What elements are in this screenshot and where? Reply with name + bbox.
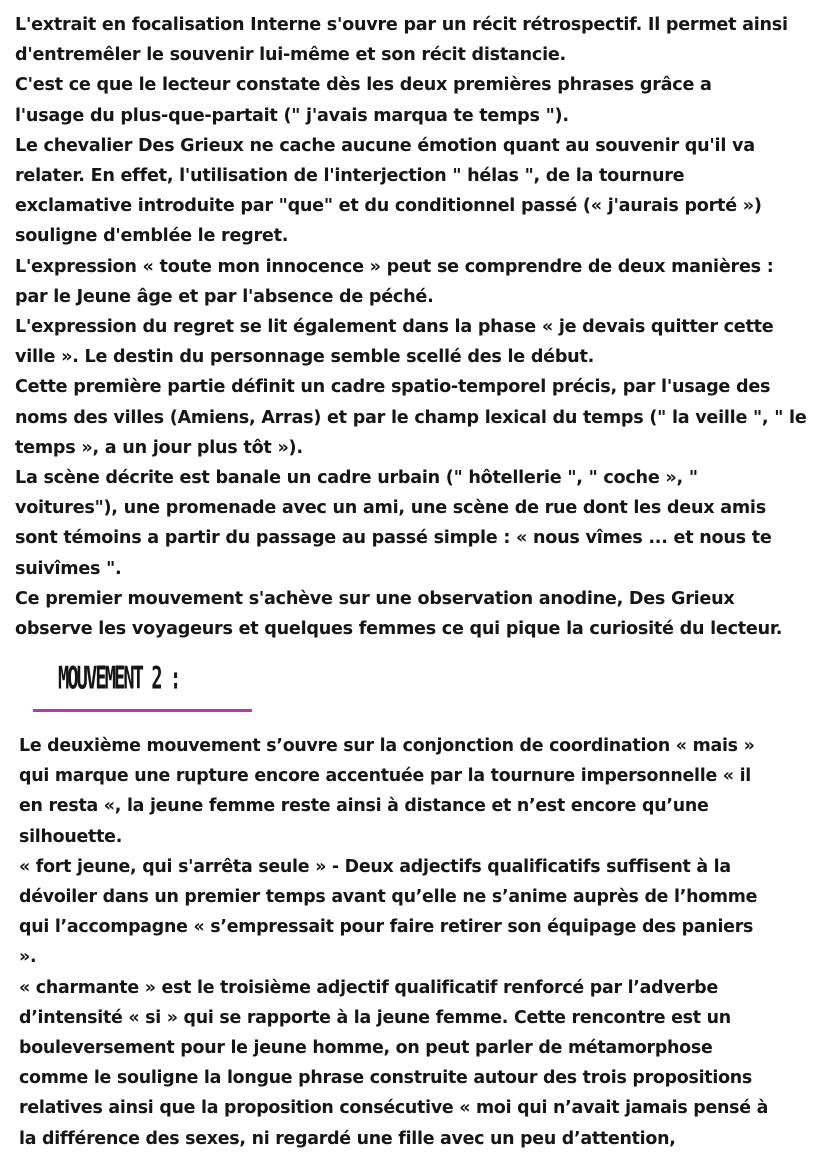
- text-line: par le Jeune âge et par l'absence de péché.: [15, 286, 434, 307]
- text-line: L'expression « toute mon innocence » peut se comprendre de deux manières :: [15, 256, 774, 277]
- text-line: silhouette.: [19, 826, 123, 847]
- text-line: exclamative introduite par "que" et du conditionnel passé (« j'aurais porté »): [15, 196, 762, 217]
- text-line: qui l’accompagne « s’empressait pour faire retirer son équipage des paniers: [19, 917, 754, 938]
- text-line: La scène décrite est banale un cadre urbain (" hôtellerie ", " coche », ": [15, 468, 698, 489]
- text-line: qui marque une rupture encore accentuée par la tournure impersonnelle « il: [19, 766, 752, 787]
- text-line: comme le souligne la longue phrase construite autour des trois propositions: [19, 1068, 753, 1089]
- section-1-text: [15, 10, 820, 644]
- text-line: temps », a un jour plus tôt »).: [15, 437, 303, 458]
- text-line: sont témoins a partir du passage au passé simple : « nous vîmes ... et nous te: [15, 528, 772, 549]
- heading-underline-bar: [33, 709, 252, 712]
- section-2-text: [19, 731, 820, 1154]
- text-line: L'expression du regret se lit également dans la phase « je devais quitter cette: [15, 317, 774, 338]
- text-line: relatives ainsi que la proposition consécutive « moi qui n’avait jamais pensé à: [19, 1098, 769, 1119]
- text-line: la différence des sexes, ni regardé une fille avec un peu d’attention,: [19, 1128, 676, 1149]
- text-line: ».: [19, 947, 37, 968]
- text-line: observe les voyageurs et quelques femmes ce qui pique la curiosité du lecteur.: [15, 619, 783, 640]
- text-line: suivîmes ".: [15, 558, 122, 579]
- text-line: « fort jeune, qui s'arrêta seule » - Deux adjectifs qualificatifs suffisent à la: [19, 856, 731, 877]
- text-line: d’intensité « si » qui se rapporte à la jeune femme. Cette rencontre est un: [19, 1007, 731, 1028]
- text-line: Le chevalier Des Grieux ne cache aucune émotion quant au souvenir qu'il va: [15, 135, 755, 156]
- text-line: L'extrait en focalisation Interne s'ouvre par un récit rétrospectif. Il permet ainsi: [15, 15, 788, 35]
- text-line: en resta «, la jeune femme reste ainsi à distance et n’est encore qu’une: [19, 796, 709, 817]
- text-line: Cette première partie définit un cadre spatio-temporel précis, par l'usage des: [15, 377, 771, 398]
- text-line: souligne d'emblée le regret.: [15, 226, 289, 247]
- text-line: bouleversement pour le jeune homme, on peut parler de métamorphose: [19, 1038, 713, 1059]
- text-line: C'est ce que le lecteur constate dès les deux premières phrases grâce a: [15, 75, 712, 96]
- text-line: ville ». Le destin du personnage semble scellé des le début.: [15, 347, 595, 368]
- text-line: Ce premier mouvement s'achève sur une observation anodine, Des Grieux: [15, 588, 735, 609]
- text-line: Le deuxième mouvement s’ouvre sur la conjonction de coordination « mais »: [19, 736, 755, 756]
- heading-underline: [33, 709, 252, 712]
- text-line: « charmante » est le troisième adjectif qualificatif renforcé par l’adverbe: [19, 977, 719, 998]
- text-line: d'entremêler le souvenir lui-même et son récit distancie.: [15, 45, 566, 66]
- text-line: voitures"), une promenade avec un ami, une scène de rue dont les deux amis: [15, 498, 766, 519]
- section-heading-mouvement-2: MOUVEMENT 2 :: [58, 660, 180, 697]
- text-line: relater. En effet, l'utilisation de l'interjection " hélas ", de la tournure: [15, 166, 685, 187]
- text-line: dévoiler dans un premier temps avant qu’elle ne s’anime auprès de l’homme: [19, 887, 758, 908]
- text-line: noms des villes (Amiens, Arras) et par le champ lexical du temps (" la veille ", " le: [15, 407, 807, 428]
- text-line: l'usage du plus-que-partait (" j'avais marqua te temps ").: [15, 105, 569, 126]
